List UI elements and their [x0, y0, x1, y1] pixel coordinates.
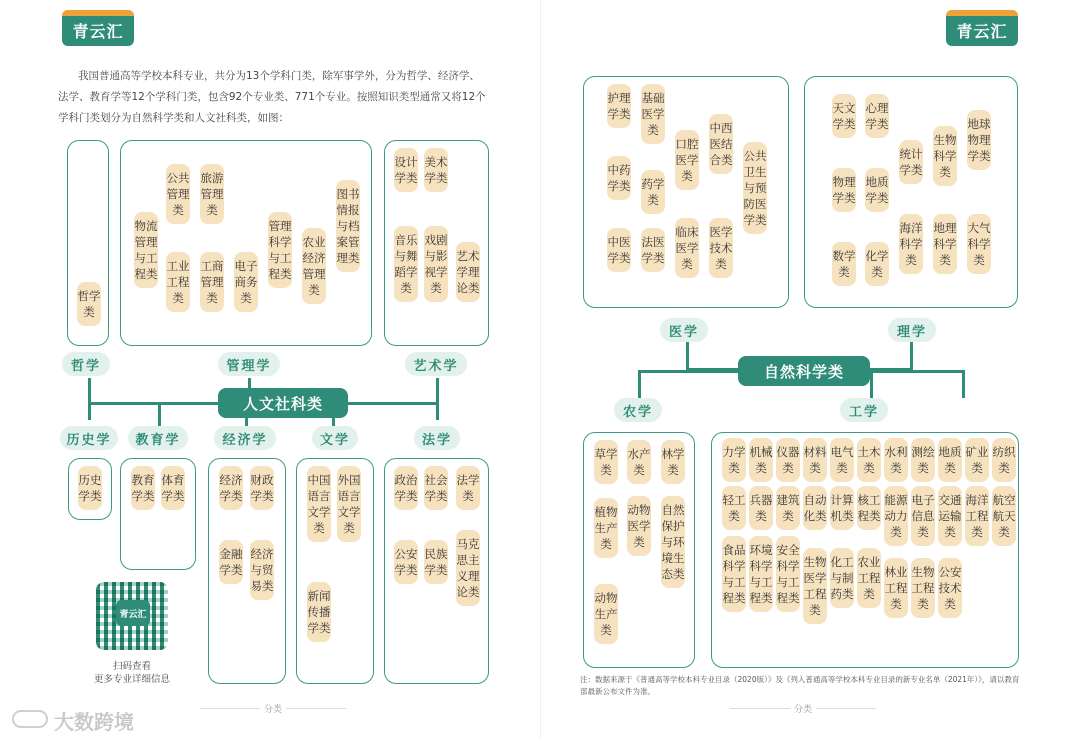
- category-lixue: 理学: [888, 318, 936, 342]
- major-chip: 地质学类: [865, 168, 889, 212]
- hub-natural-science: 自然科学类: [738, 356, 870, 386]
- category-zhexue: 哲学: [62, 352, 110, 376]
- connector-line: [638, 370, 641, 398]
- connector-line: [962, 370, 965, 398]
- major-chip: 图书情报与档案管理类: [336, 180, 360, 272]
- major-chip: 计算机类: [830, 486, 854, 530]
- major-chip: 基础医学类: [641, 84, 665, 144]
- major-chip: 中医学类: [607, 228, 631, 272]
- major-chip: 安全科学与工程类: [776, 536, 800, 612]
- brand-logo-right: 青云汇: [946, 10, 1018, 46]
- category-jiaoyuxue: 教育学: [128, 426, 188, 450]
- page-gutter: [540, 0, 541, 740]
- major-chip: 音乐与舞蹈学类: [394, 226, 418, 302]
- major-chip: 生物工程类: [911, 558, 935, 618]
- major-chip: 马克思主义理论类: [456, 530, 480, 606]
- major-chip: 口腔医学类: [675, 130, 699, 190]
- major-chip: 航空航天类: [992, 486, 1016, 546]
- major-chip: 纺织类: [992, 438, 1016, 482]
- major-chip: 社会学类: [424, 466, 448, 510]
- category-wenxue: 文学: [312, 426, 358, 450]
- category-yixue: 医学: [660, 318, 708, 342]
- intro-paragraph: 我国普通高等学校本科专业，共分为13个学科门类，除军事学外，分为哲学、经济学、法学、教育学等12个学科门类，包含92个专业类、771个专业。按照知识类型通常又将12个学科门类划分为自然科学类和人文社科类，如图：: [58, 70, 486, 124]
- major-chip: 地理科学类: [933, 214, 957, 274]
- footnote: 注：数据来源于《普通高等学校本科专业目录（2020版）》及《列入普通高等学校本科专业目录的新专业名单（2021年）》，请以教育部最新公布文件为准。: [580, 675, 1020, 696]
- major-chip: 公安技术类: [938, 558, 962, 618]
- major-chip: 物理学类: [832, 168, 856, 212]
- category-yishuxue: 艺术学: [405, 352, 467, 376]
- major-chip: 环境科学与工程类: [749, 536, 773, 612]
- major-chip: 兵器类: [749, 486, 773, 530]
- category-faxue: 法学: [414, 426, 460, 450]
- major-chip: 电气类: [830, 438, 854, 482]
- major-chip: 民族学类: [424, 540, 448, 584]
- major-chip: 电子信息类: [911, 486, 935, 546]
- major-chip: 生物科学类: [933, 126, 957, 186]
- major-chip: 地球物理学类: [967, 110, 991, 170]
- connector-line: [638, 370, 738, 373]
- major-chip: 动物生产类: [594, 584, 618, 644]
- category-guanlixue: 管理学: [218, 352, 280, 376]
- major-chip: 草学类: [594, 440, 618, 484]
- major-chip: 历史学类: [78, 466, 102, 510]
- watermark: 大数跨境: [54, 710, 134, 734]
- major-chip: 法医学类: [641, 228, 665, 272]
- major-chip: 设计学类: [394, 148, 418, 192]
- major-chip: 法学类: [456, 466, 480, 510]
- major-chip: 统计学类: [899, 140, 923, 184]
- major-chip: 公共卫生与预防医学类: [743, 142, 767, 234]
- major-chip: 矿业类: [965, 438, 989, 482]
- page-label-right: 分类: [794, 702, 812, 715]
- major-chip: 工业工程类: [166, 252, 190, 312]
- connector-line: [88, 378, 91, 420]
- major-chip: 心理学类: [865, 94, 889, 138]
- major-chip: 医学技术类: [709, 218, 733, 278]
- major-chip: 戏剧与影视学类: [424, 226, 448, 302]
- major-chip: 水利类: [884, 438, 908, 482]
- major-chip: 自动化类: [803, 486, 827, 530]
- major-chip: 临床医学类: [675, 218, 699, 278]
- major-chip: 动物医学类: [627, 496, 651, 556]
- major-chip: 药学类: [641, 170, 665, 214]
- major-chip: 天文学类: [832, 94, 856, 138]
- major-chip: 力学类: [722, 438, 746, 482]
- major-chip: 财政学类: [250, 466, 274, 510]
- major-chip: 美术学类: [424, 148, 448, 192]
- major-chip: 公共管理类: [166, 164, 190, 224]
- major-chip: 哲学类: [77, 282, 101, 326]
- major-chip: 大气科学类: [967, 214, 991, 274]
- connector-line: [686, 342, 689, 370]
- major-chip: 物流管理与工程类: [134, 212, 158, 288]
- major-chip: 旅游管理类: [200, 164, 224, 224]
- major-chip: 海洋工程类: [965, 486, 989, 546]
- major-chip: 核工程类: [857, 486, 881, 530]
- connector-line: [158, 404, 161, 426]
- connector-line: [870, 370, 964, 373]
- major-chip: 外国语言文学类: [337, 466, 361, 542]
- major-chip: 林业工程类: [884, 558, 908, 618]
- major-chip: 机械类: [749, 438, 773, 482]
- major-chip: 中西医结合类: [709, 114, 733, 174]
- major-chip: 仪器类: [776, 438, 800, 482]
- major-chip: 管理科学与工程类: [268, 212, 292, 288]
- major-chip: 公安学类: [394, 540, 418, 584]
- major-chip: 新闻传播学类: [307, 582, 331, 642]
- major-chip: 化工与制药类: [830, 548, 854, 608]
- major-chip: 体育学类: [161, 466, 185, 510]
- qr-caption: 扫码查看 更多专业详细信息: [93, 661, 170, 685]
- major-chip: 材料类: [803, 438, 827, 482]
- category-nongxue: 农学: [614, 398, 662, 422]
- major-chip: 艺术学理论类: [456, 242, 480, 302]
- major-chip: 经济学类: [219, 466, 243, 510]
- page-label-left: 分类: [264, 702, 282, 715]
- major-chip: 自然保护与环境生态类: [661, 496, 685, 588]
- brand-logo: 青云汇: [62, 10, 134, 46]
- qr-brand-logo: 青云汇: [116, 600, 150, 626]
- major-chip: 土木类: [857, 438, 881, 482]
- major-chip: 轻工类: [722, 486, 746, 530]
- category-lishixue: 历史学: [60, 426, 118, 450]
- connector-line: [870, 370, 873, 398]
- major-chip: 林学类: [661, 440, 685, 484]
- hub-humanities: 人文社科类: [218, 388, 348, 418]
- major-chip: 化学类: [865, 242, 889, 286]
- major-chip: 教育学类: [131, 466, 155, 510]
- connector-line: [436, 378, 439, 420]
- major-chip: 农业工程类: [857, 548, 881, 608]
- category-gongxue: 工学: [840, 398, 888, 422]
- major-chip: 测绘类: [911, 438, 935, 482]
- major-chip: 中国语言文学类: [307, 466, 331, 542]
- major-chip: 生物医学工程类: [803, 548, 827, 624]
- category-jingjixue: 经济学: [214, 426, 276, 450]
- major-chip: 水产类: [627, 440, 651, 484]
- major-chip: 能源动力类: [884, 486, 908, 546]
- major-chip: 建筑类: [776, 486, 800, 530]
- major-chip: 经济与贸易类: [250, 540, 274, 600]
- major-chip: 中药学类: [607, 156, 631, 200]
- major-chip: 地质类: [938, 438, 962, 482]
- major-chip: 电子商务类: [234, 252, 258, 312]
- major-chip: 食品科学与工程类: [722, 536, 746, 612]
- connector-line: [910, 342, 913, 370]
- major-chip: 金融学类: [219, 540, 243, 584]
- major-chip: 农业经济管理类: [302, 228, 326, 304]
- major-chip: 海洋科学类: [899, 214, 923, 274]
- major-chip: 护理学类: [607, 84, 631, 128]
- major-chip: 数学类: [832, 242, 856, 286]
- major-chip: 工商管理类: [200, 252, 224, 312]
- major-chip: 交通运输类: [938, 486, 962, 546]
- major-chip: 植物生产类: [594, 498, 618, 558]
- major-chip: 政治学类: [394, 466, 418, 510]
